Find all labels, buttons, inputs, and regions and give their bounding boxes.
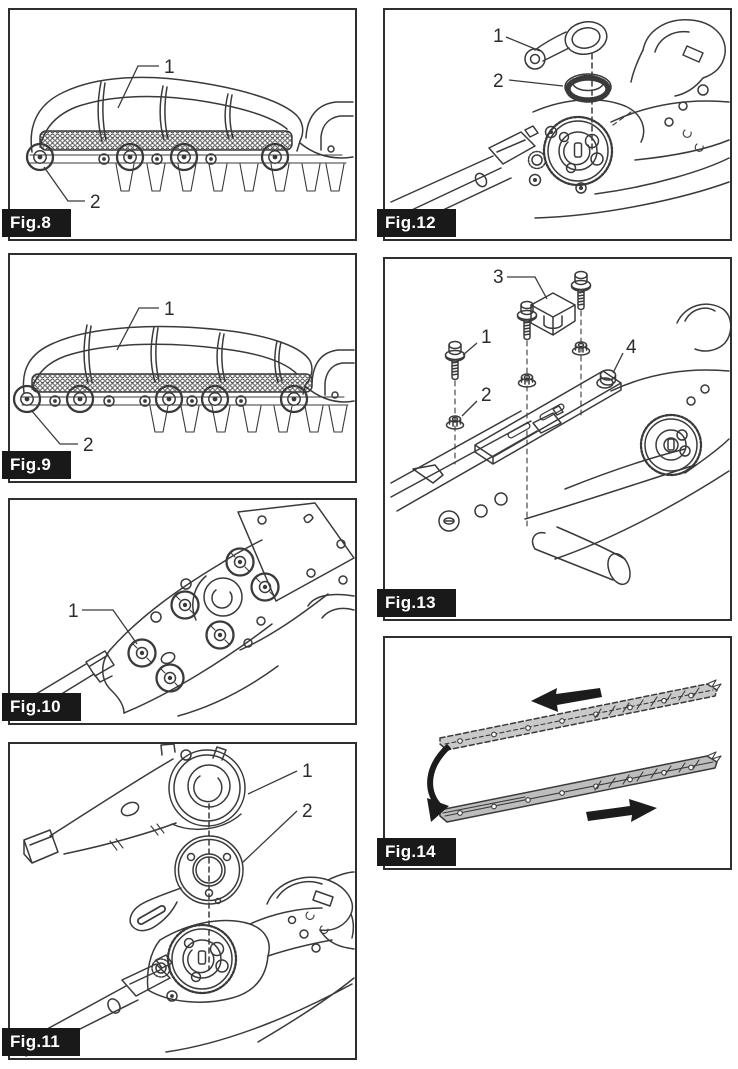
trimmer-body-drawing <box>391 304 730 587</box>
callout-number: 1 <box>164 57 175 78</box>
fig13-illustration <box>385 259 730 619</box>
callout-number: 2 <box>90 192 101 213</box>
figure-label: Fig.14 <box>377 838 456 866</box>
figure-panel-fig10 <box>8 498 357 725</box>
figure-panel-fig8 <box>8 8 357 241</box>
figure-label: Fig.11 <box>2 1028 80 1056</box>
assembly-dashed-lines <box>455 311 581 527</box>
blade-cover-drawing <box>30 77 353 191</box>
callout-number: 2 <box>481 385 492 406</box>
blade-old-position-drawing <box>440 680 721 750</box>
callout-number: 1 <box>68 601 79 622</box>
callout-number: 1 <box>302 761 313 782</box>
figure-label: Fig.8 <box>2 209 71 237</box>
figure-label: Fig.13 <box>377 589 456 617</box>
callout-number: 4 <box>626 337 637 358</box>
fig12-illustration <box>385 10 730 239</box>
callout-number: 3 <box>493 267 504 288</box>
gasket-plate-drawing <box>130 836 243 931</box>
gear-housing-drawing <box>391 20 729 226</box>
figure-panel-fig9 <box>8 253 357 483</box>
ring-tool-drawing <box>525 18 610 69</box>
figure-label: Fig.10 <box>2 693 81 721</box>
fig8-illustration <box>10 10 355 239</box>
retainer-bar-drawing <box>475 370 621 464</box>
callout-number: 1 <box>493 26 504 47</box>
fig11-illustration <box>10 744 355 1058</box>
bracket-drawing <box>531 293 575 335</box>
fig14-illustration <box>385 638 730 868</box>
callout-number: 2 <box>493 71 504 92</box>
arrow-right-icon <box>586 799 657 822</box>
blade-cover-drawing <box>22 325 354 432</box>
figure-panel-fig11 <box>8 742 357 1060</box>
figure-panel-fig12 <box>383 8 732 241</box>
figure-panel-fig14 <box>383 636 732 870</box>
figure-label: Fig.9 <box>2 451 71 479</box>
figure-label: Fig.12 <box>377 209 456 237</box>
fig10-illustration <box>10 500 355 723</box>
bearing-ring-drawing <box>565 74 611 100</box>
callout-number: 1 <box>481 327 492 348</box>
circled-screws <box>129 549 279 692</box>
nuts-drawing <box>447 342 590 429</box>
callout-number: 2 <box>83 435 94 456</box>
callout-number: 1 <box>164 299 175 320</box>
figure-panel-fig13 <box>383 257 732 621</box>
cover-plate-drawing <box>24 744 245 863</box>
callout-number: 2 <box>302 801 313 822</box>
fig9-illustration <box>10 255 355 481</box>
blade-new-position-drawing <box>440 752 721 822</box>
